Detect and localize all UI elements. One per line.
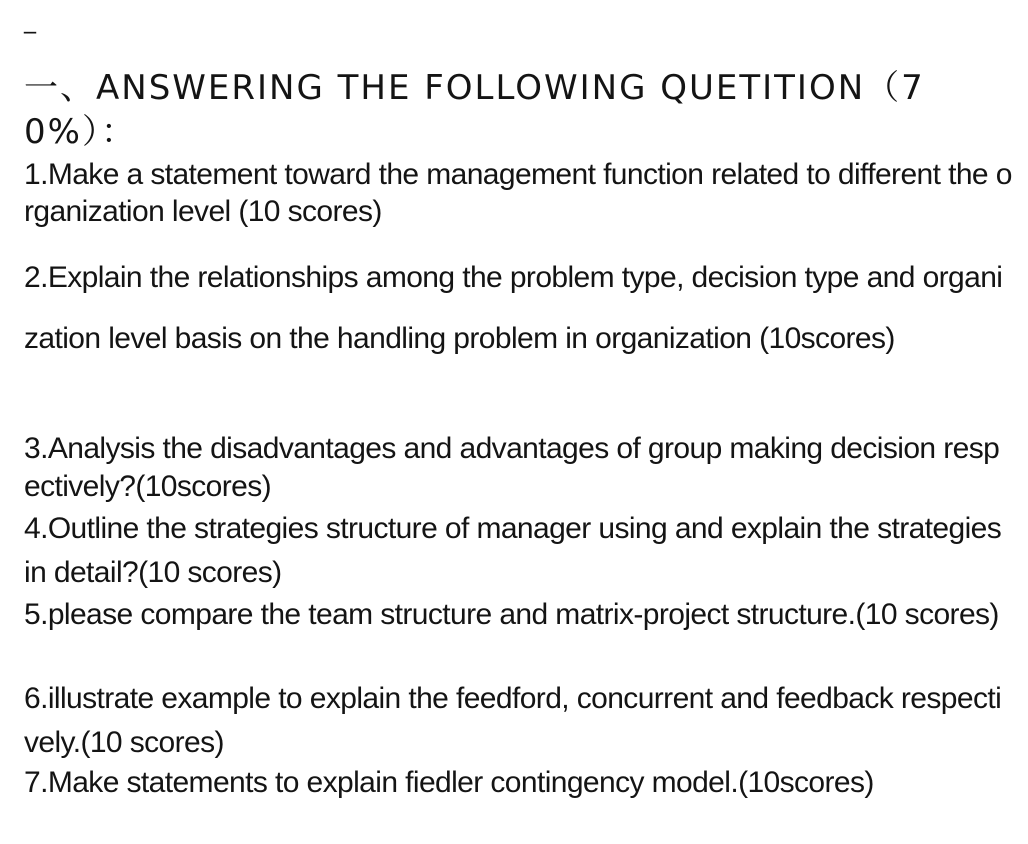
question-3: 3.Analysis the disadvantages and advantages of group making decision respectively?(10scores) [24,432,1000,503]
question-5: 5.please compare the team structure and matrix-project structure.(10 scores) [24,598,999,631]
top-mark: _ [24,6,36,34]
question-4: 4.Outline the strategies structure of manager using and explain the strategies in detail?(10 scores) [24,512,1002,589]
question-7: 7.Make statements to explain fiedler contingency model.(10scores) [24,766,874,799]
question-6: 6.illustrate example to explain the feedford, concurrent and feedback respectively.(10 scores) [24,682,1002,759]
question-2: 2.Explain the relationships among the problem type, decision type and organization level basis on the handling problem in organization (10scores) [24,261,1003,355]
question-1: 1.Make a statement toward the management function related to different the organization level (10 scores) [24,158,1012,228]
section-heading: 一、ANSWERING THE FOLLOWING QUETITION（70%）： [24,68,925,152]
